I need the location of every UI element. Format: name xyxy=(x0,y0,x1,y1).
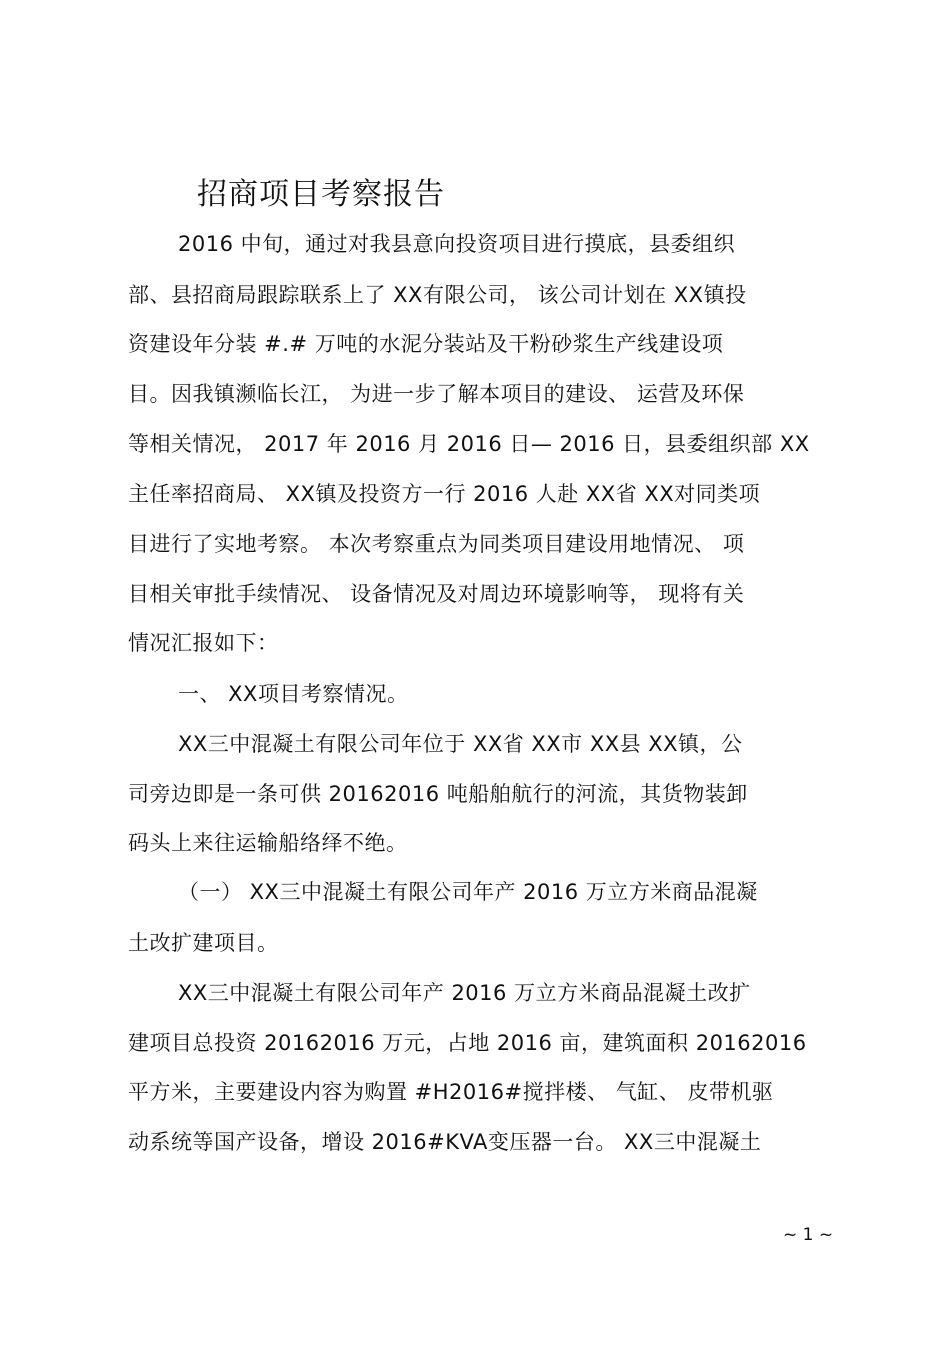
subsection-heading: 土改扩建项目。 xyxy=(128,931,279,955)
body-line: 目进行了实地考察。 本次考察重点为同类项目建设用地情况、 项 xyxy=(128,532,745,556)
body-line: 司旁边即是一条可供 20162016 吨船舶航行的河流，其货物装卸 xyxy=(128,782,748,806)
body-line: 等相关情况， 2017 年 2016 月 2016 日— 2016 日，县委组织部 XX xyxy=(128,432,810,456)
body-line: 2016 中旬，通过对我县意向投资项目进行摸底，县委组织 xyxy=(178,232,736,256)
body-line: XX三中混凝土有限公司年位于 XX省 XX市 XX县 XX镇，公 xyxy=(178,732,743,756)
body-line: 目。因我镇濒临长江， 为进一步了解本项目的建设、 运营及环保 xyxy=(128,382,745,406)
page-number: ~ 1 ~ xyxy=(783,1225,834,1245)
body-line: 动系统等国产设备，增设 2016#KVA变压器一台。 XX三中混凝土 xyxy=(128,1130,762,1154)
body-line: XX三中混凝土有限公司年产 2016 万立方米商品混凝土改扩 xyxy=(178,981,751,1005)
body-line: 码头上来往运输船络绎不绝。 xyxy=(128,831,408,855)
body-line: 建项目总投资 20162016 万元，占地 2016 亩，建筑面积 20162016 xyxy=(128,1031,807,1055)
document-title: 招商项目考察报告 xyxy=(197,177,445,212)
body-line: 主任率招商局、 XX镇及投资方一行 2016 人赴 XX省 XX对同类项 xyxy=(128,482,761,506)
section-heading: 一、 XX项目考察情况。 xyxy=(178,682,409,706)
body-line: 资建设年分装 #.# 万吨的水泥分装站及干粉砂浆生产线建设项 xyxy=(128,332,724,356)
subsection-heading: （一） XX三中混凝土有限公司年产 2016 万立方米商品混凝 xyxy=(178,880,758,904)
body-line: 目相关审批手续情况、 设备情况及对周边环境影响等， 现将有关 xyxy=(128,582,745,606)
body-line: 情况汇报如下： xyxy=(128,631,279,655)
body-line: 平方米，主要建设内容为购置 #H2016#搅拌楼、 气缸、 皮带机驱 xyxy=(128,1080,774,1104)
body-line: 部、县招商局跟踪联系上了 XX有限公司， 该公司计划在 XX镇投 xyxy=(128,283,747,307)
